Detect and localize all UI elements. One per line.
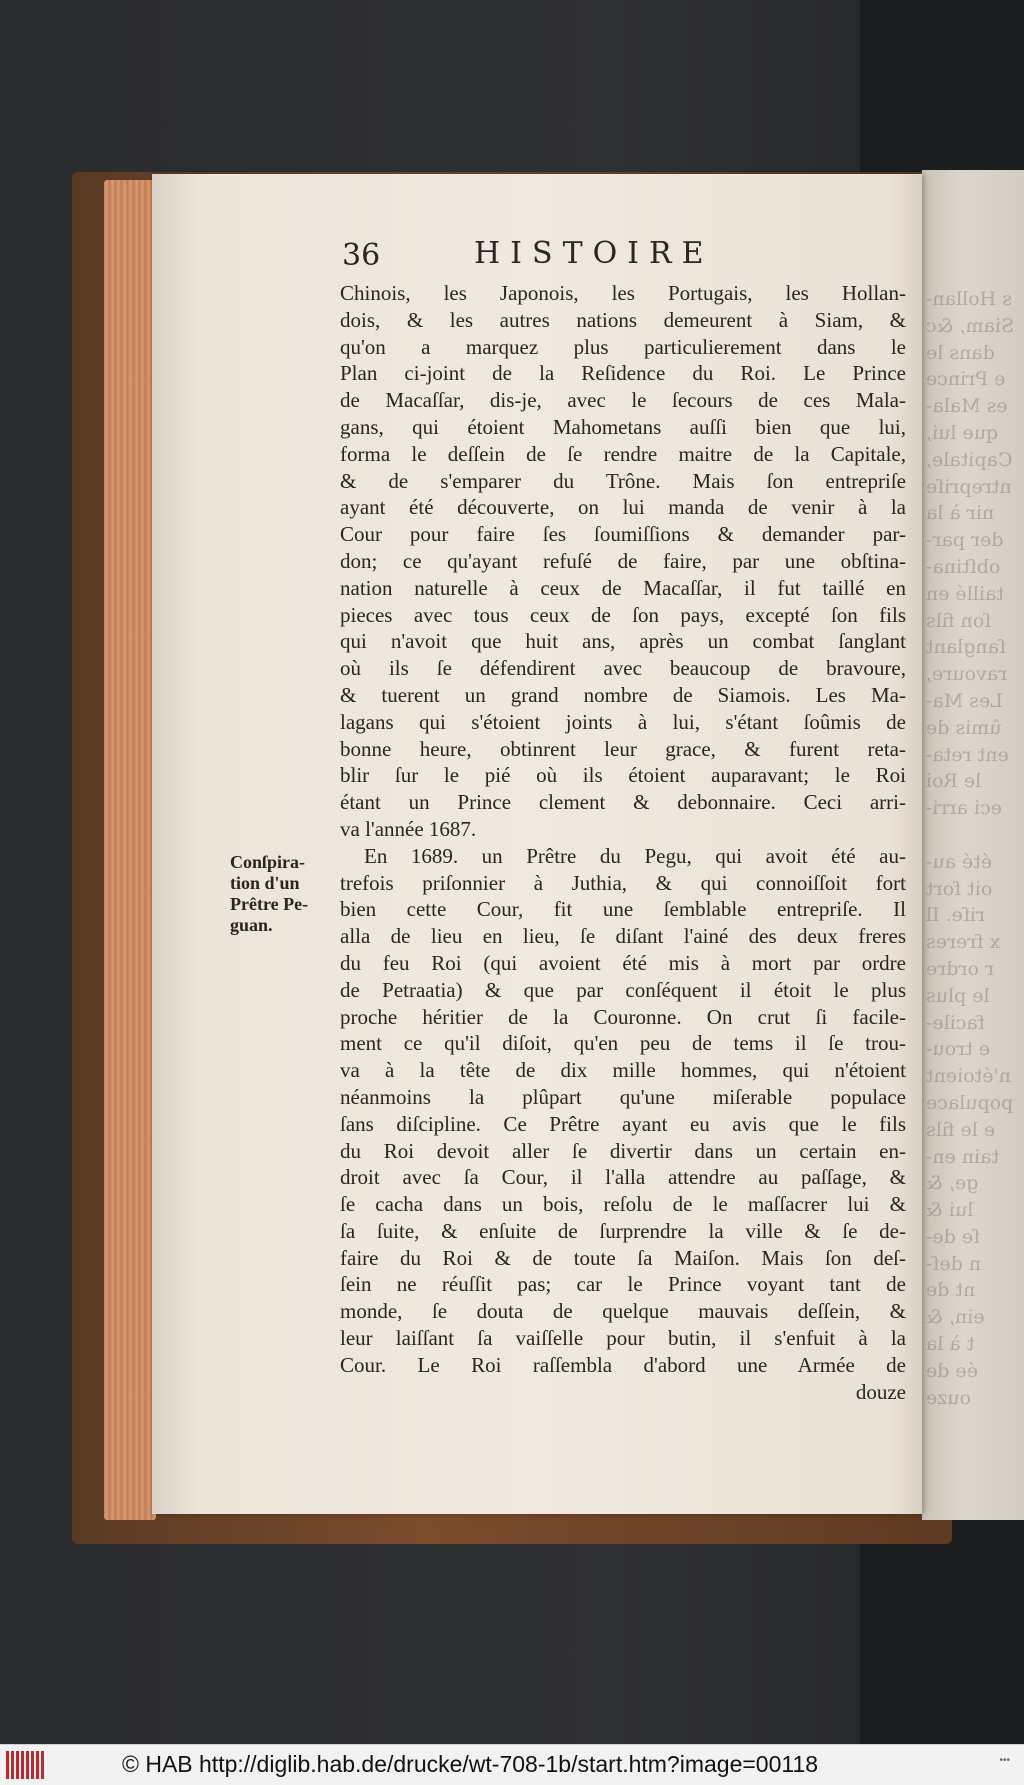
text-line: Chinois, les Japonois, les Portugais, les Hollan- (340, 281, 906, 305)
text-line: En 1689. un Prêtre du Pegu, qui avoit été au- (364, 843, 906, 868)
margin-note (230, 852, 330, 936)
text-line: droit avec ſa Cour, il l'alla attendre au paſſage, & (340, 1165, 906, 1190)
text-line: gans, qui étoient Mahometans auſſi bien que lui, (340, 414, 906, 439)
facing-page-line: ée de (926, 1359, 978, 1382)
text-line: leur laiſſant ſa vaiſſelle pour butin, il s'enfuit à la (340, 1326, 906, 1351)
text-line: faire du Roi & de toute ſa Maiſon. Mais ſon deſ- (340, 1245, 906, 1270)
facing-page-line: ent reta- (926, 743, 1009, 766)
facing-page-line: ge, & (926, 1172, 979, 1195)
text-line: ſe cacha dans un bois, reſolu de le maſſacrer lui & (340, 1192, 906, 1217)
text-line: de Macaſſar, dis-je, avec le ſecours de ces Mala- (340, 388, 906, 413)
facing-page-line: ravoure, (926, 663, 1008, 686)
text-line: Cour. Le Roi raſſembla d'abord une Armée de (340, 1352, 906, 1377)
page-edges (104, 180, 156, 1520)
facing-page-line: taillé en (926, 582, 1004, 605)
text-line: pieces avec tous ceux de ſon pays, excepté ſon fils (340, 602, 906, 627)
text-line: monde, ſe douta de quelque mauvais deſſein, & (340, 1299, 906, 1324)
facing-page-line: s Hollan- (926, 288, 1012, 310)
facing-page-line (922, 822, 1024, 849)
facing-page-line: tain en- (926, 1145, 1000, 1168)
text-line: proche héritier de la Couronne. On crut ſi facile- (340, 1004, 906, 1029)
facing-page-line: e trou- (926, 1038, 991, 1061)
facing-page-line: ſe de- (926, 1225, 981, 1248)
source-url[interactable]: © HAB http://diglib.hab.de/drucke/wt-708-1b/start.htm?image=00118 (122, 1751, 819, 1777)
text-line: ment ce qu'il diſoit, qu'en peu de tems il ſe trou- (340, 1031, 906, 1056)
facing-page-line: ouze (926, 1386, 971, 1409)
facing-page-line: que lui, (926, 421, 999, 444)
text-line: de Petraatia) & que par conſéquent il étoit le plus (340, 977, 906, 1002)
text-line: bien cette Cour, fit une ſemblable entrepriſe. Il (340, 897, 906, 922)
text-line: qu'on a marquez plus particulierement dans le (340, 334, 906, 359)
page-number: 36 (342, 238, 381, 273)
facing-page-line: n deſ- (926, 1252, 982, 1275)
facing-page-line: populace (926, 1091, 1014, 1114)
margin-note-line: guan. (230, 915, 273, 935)
text-line: où ils ſe défendirent avec beaucoup de bravoure, (340, 656, 906, 681)
facing-page-line: x freres (926, 931, 1001, 954)
text-line: alla de lieu en lieu, ſe diſant l'ainé des deux freres (340, 924, 906, 949)
facing-page-line: riſe. Il (926, 904, 986, 927)
text-line: ſans diſcipline. Ce Prêtre ayant eu avis que le fils (340, 1111, 906, 1136)
facing-page-line: nt de (926, 1279, 976, 1302)
body-text (340, 280, 906, 1405)
facing-page-line: n'étoient (926, 1065, 1011, 1088)
facing-page-line: e le fils (926, 1118, 996, 1141)
text-line: du Roi devoit aller ſe divertir dans un certain en- (340, 1138, 906, 1163)
margin-note-line: Conſpira- (230, 852, 306, 872)
facing-page-line: ein, & (926, 1306, 985, 1329)
facing-page-line: facile- (926, 1011, 985, 1034)
text-line: étant un Prince clement & debonnaire. Ceci arri- (340, 790, 906, 815)
facing-page-line: es Mala- (926, 395, 1008, 418)
margin-note-line: Prêtre Pe- (230, 894, 309, 914)
facing-page-line: lui & (926, 1199, 974, 1222)
facing-page-line: Capitale, (926, 448, 1013, 471)
page-header (342, 238, 902, 278)
text-line: trefois priſonnier à Juthia, & qui connoiſſoit fort (340, 870, 906, 895)
margin-note-line: tion d'un (230, 873, 300, 893)
text-line: nation naturelle à ceux de Macaſſar, il fut taillé en (340, 575, 906, 600)
text-line: ſein ne réuſſit pas; car le Prince voyant tant de (340, 1272, 906, 1297)
text-line: blir ſur le pié où ils étoient auparavant; le Roi (340, 763, 906, 788)
facing-page-line: Les Ma- (926, 689, 1003, 712)
text-line: don; ce qu'ayant refuſé de faire, par une obſtina- (340, 548, 906, 573)
hab-logo-icon (6, 1751, 44, 1779)
facing-page-line: dans le (926, 341, 995, 364)
facing-page-line: été au- (926, 850, 993, 873)
text-line: ſa ſuite, & enſuite de ſurprendre la ville & ſe de- (340, 1218, 906, 1243)
text-line: & de s'emparer du Trône. Mais ſon entrepriſe (340, 468, 906, 493)
text-line: bonne heure, obtinrent leur grace, & furent reta- (340, 736, 906, 761)
facing-page-line: r ordre (926, 957, 995, 980)
facing-page-line: e Prince (926, 368, 1006, 391)
facing-page-line: Siam, &c (926, 314, 1015, 337)
text-line: néanmoins la plûpart qu'une miſerable populace (340, 1084, 906, 1109)
text-line: va l'année 1687. (340, 816, 477, 841)
text-line: Cour pour faire ſes ſoumiſſions & demander par- (340, 522, 906, 547)
facing-page-line: ſon fils (926, 609, 992, 632)
facing-page-line: le Roi (926, 770, 982, 793)
facing-page-line: le plus (926, 984, 990, 1007)
facing-page-text (922, 286, 1024, 1411)
footer-bar (0, 1744, 1024, 1785)
facing-page-line: ſanglant (926, 636, 1007, 659)
text-line: forma le deſſein de ſe rendre maitre de la Capitale, (340, 441, 906, 466)
facing-page-line: ntrepriſe (926, 475, 1012, 498)
text-line: va à la tête de dix mille hommes, qui n'étoient (340, 1058, 906, 1083)
facing-page-line: eci arri- (926, 797, 1002, 820)
facing-page-line: oit fort (926, 877, 993, 900)
facing-page-line: nir à la (926, 502, 995, 525)
text-line: douze (855, 1379, 906, 1404)
text-line: lagans qui s'étoient joints à lui, s'étant ſoûmis de (340, 709, 906, 734)
text-line: Plan ci-joint de la Reſidence du Roi. Le Prince (340, 361, 906, 386)
facing-page (922, 170, 1024, 1520)
facing-page-line: obſtina- (926, 555, 1001, 578)
text-line: dois, & les autres nations demeurent à Siam, & (340, 307, 906, 332)
running-title: HISTOIRE (474, 236, 714, 271)
text-line: du feu Roi (qui avoient été mis à mort par ordre (340, 950, 906, 975)
facing-page-line: der par- (926, 529, 1004, 552)
text-line: & tuerent un grand nombre de Siamois. Les Ma- (340, 682, 906, 707)
text-line: ayant été découverte, on lui manda de venir à la (340, 495, 906, 520)
text-line: qui n'avoit que huit ans, après un combat ſanglant (340, 629, 906, 654)
facing-page-line: ûmis de (926, 716, 1002, 739)
more-options-icon[interactable]: ••• (999, 1755, 1010, 1766)
facing-page-line: t à la (926, 1333, 975, 1356)
